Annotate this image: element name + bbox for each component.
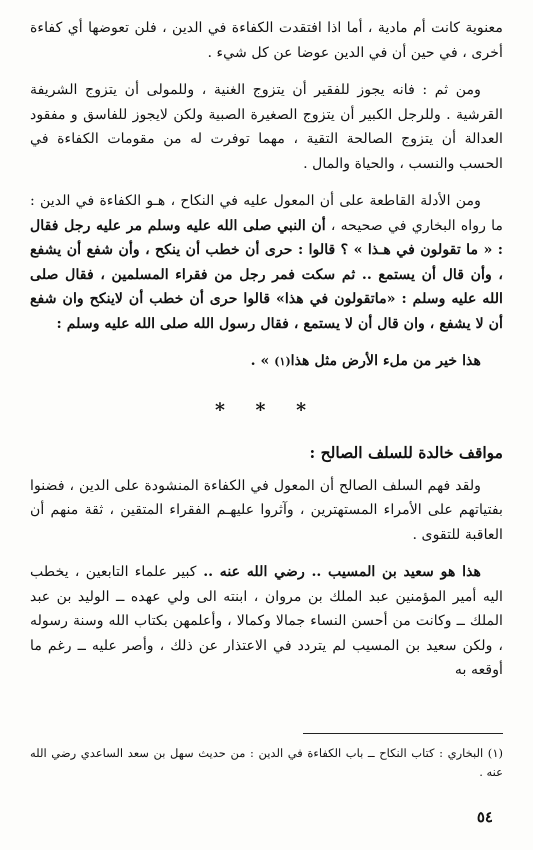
- quote-end: » .: [250, 353, 270, 369]
- paragraph-hadith: [30, 189, 503, 336]
- hadith-intro: ومن الأدلة القاطعة على أن المعول عليه في النكاح ، هـو الكفاءة في الدين : ما رواه البخاري في صحيحه ،: [30, 193, 503, 234]
- section-separator: * * *: [214, 398, 319, 421]
- paragraph-permissibility: ومن ثم : فانه يجوز للفقير أن يتزوج الغنية ، وللمولى أن يتزوج الشريفة القرشية . وللرجل الكبير أن يتزوج الصغيرة الصبية ولكن لايجوز للفاسق و مفقود العدالة أن يتزوج الصالحة التقية ، مهما توفرت له من مقومات الكفاءة في الحسب والنسب ، والحياة والمال .: [30, 82, 503, 172]
- footnote: (١) البخاري : كتاب النكاح ــ باب الكفاءة في الدين : من حديث سهل بن سعد الساعدي رضي الله عنه .: [30, 746, 503, 779]
- page-number: ٥٤: [476, 808, 493, 826]
- said-heading: هذا هو سعيد بن المسيب .. رضي الله عنه ..: [196, 564, 481, 580]
- footnote-ref: (١): [274, 355, 291, 368]
- paragraph-salaf: ولقد فهم السلف الصالح أن المعول في الكفاءة المنشودة على الدين ، فضنوا بفتياتهم على الأمراء المستهترين ، وآثروا عليهـم الفقراء المتقين ، ثقة منهم أن العاقبة للتقوى .: [30, 477, 503, 543]
- paragraph-continuation: معنوية كانت أم مادية ، أما اذا افتقدت الكفاءة في الدين ، فلن تعوضها أي كفاءة أخرى ، في حين أن في الدين عوضا عن كل شيء .: [30, 20, 503, 61]
- section-heading: مواقف خالدة للسلف الصالح :: [309, 442, 503, 462]
- paragraph-said-ibn-musayyib: [30, 560, 503, 683]
- hadith-quote: [30, 349, 503, 375]
- footnote-divider: [303, 733, 503, 734]
- hadith-text: أن النبي صلى الله عليه وسلم مر عليه رجل فقال : « ما تقولون في هـذا » ؟ قالوا : حرى أن خطب أن ينكح ، وأن شفع أن يشفع ، وأن قال أن يستمع .. ثم سكت فمر رجل من فقراء المسلمين ، فقال صلى الله عليه وسلم : «ماتقولون في هذا» قالوا حرى أن خطب أن لاينكح وان شفع أن لا يشفع ، وان قال أن لا يستمع ، فقال رسول الله صلى الله عليه وسلم :: [30, 217, 503, 332]
- quote-text: هذا خير من ملء الأرض مثل هذا: [290, 353, 481, 369]
- said-text: كبير علماء التابعين ، يخطب اليه أمير المؤمنين عبد الملك بن مروان ، ابنته الى ولي عهده ــ الوليد بن عبد الملك ــ وكانت من أحسن النساء جمالا وكمالا ، وأعلمهن بكتاب الله وسنة رسوله ، ولكن سعيد بن المسيب لم يتردد في الاعتذار عن ذلك ، وأصر عليه ــ رغم ما أوقعه به: [30, 564, 503, 678]
